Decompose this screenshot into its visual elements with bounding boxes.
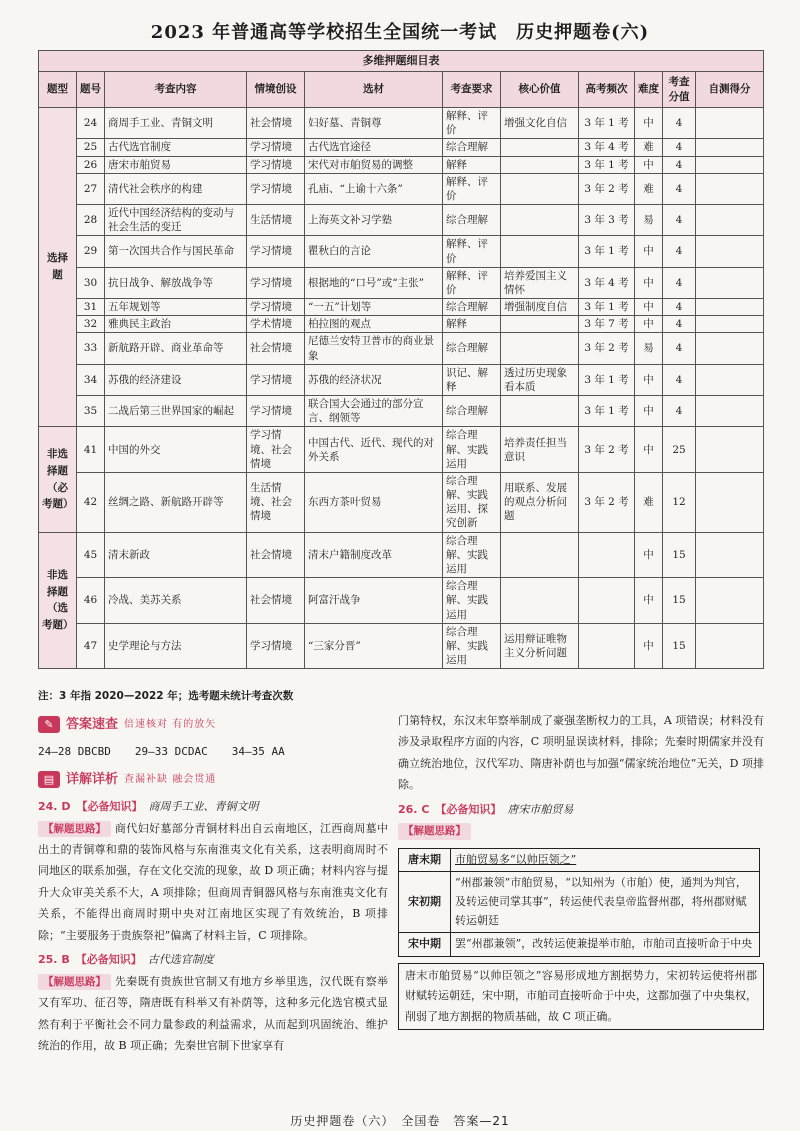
table-cell: 学习情境 — [247, 267, 305, 298]
table-cell: 3 年 1 考 — [579, 364, 635, 395]
table-cell — [579, 623, 635, 669]
table-cell: 3 年 1 考 — [579, 156, 635, 173]
table-cell: 解释、评价 — [443, 108, 501, 139]
table-cell — [579, 578, 635, 624]
table-cell: 增强文化自信 — [501, 108, 579, 139]
table-cell — [501, 396, 579, 427]
table-cell: 中 — [635, 108, 663, 139]
table-cell: 25 — [77, 139, 105, 156]
score-input-cell[interactable] — [696, 623, 764, 669]
table-cell: 4 — [663, 156, 696, 173]
table-cell: 苏俄的经济建设 — [105, 364, 247, 395]
table-cell: 史学理论与方法 — [105, 623, 247, 669]
table-row — [39, 316, 764, 333]
table-cell: 15 — [663, 532, 696, 578]
table-cell: 苏俄的经济状况 — [305, 364, 443, 395]
table-cell: 学习情境 — [247, 139, 305, 156]
table-row — [39, 427, 764, 473]
score-input-cell[interactable] — [696, 364, 764, 395]
table-cell: 社会情境 — [247, 532, 305, 578]
answer-group: 34—35 AA — [231, 745, 285, 759]
table-cell — [501, 532, 579, 578]
table-cell: 30 — [77, 267, 105, 298]
answer-group: 29—33 DCDAC — [134, 745, 208, 759]
table-cell: 中 — [635, 532, 663, 578]
table-row — [39, 364, 764, 395]
table-cell: 抗日战争、解放战争等 — [105, 267, 247, 298]
table-row — [39, 139, 764, 156]
table-cell: 学习情境 — [247, 299, 305, 316]
q24-tip-label: 【解题思路】 — [38, 821, 111, 838]
column-header: 题号 — [77, 72, 105, 108]
table-cell: 社会情境 — [247, 333, 305, 364]
score-input-cell[interactable] — [696, 236, 764, 267]
table-cell: 中 — [635, 316, 663, 333]
table-cell: 解释 — [443, 316, 501, 333]
table-cell: 27 — [77, 173, 105, 204]
page-footer: 历史押题卷（六） 全国卷 答案—21 — [290, 1114, 510, 1128]
table-cell: 增强制度自信 — [501, 299, 579, 316]
table-cell: 4 — [663, 333, 696, 364]
table-cell: 中 — [635, 156, 663, 173]
table-cell: 商周手工业、青铜文明 — [105, 108, 247, 139]
table-cell: 15 — [663, 623, 696, 669]
score-input-cell[interactable] — [696, 173, 764, 204]
table-row — [39, 396, 764, 427]
q25-knowledge-label: 【必备知识】 — [75, 953, 142, 967]
table-cell: 运用辩证唯物主义分析问题 — [501, 623, 579, 669]
q24-header — [38, 796, 388, 817]
table-cell: 3 年 2 考 — [579, 427, 635, 473]
table-cell: 冷战、美苏关系 — [105, 578, 247, 624]
table-cell: 中 — [635, 623, 663, 669]
quick-answer-header — [38, 712, 388, 737]
table-cell: 宋代对市舶贸易的调整 — [305, 156, 443, 173]
table-cell — [579, 532, 635, 578]
table-cell: 中 — [635, 299, 663, 316]
table-row — [39, 333, 764, 364]
table-cell: 难 — [635, 472, 663, 532]
table-cell: 学习情境 — [247, 623, 305, 669]
table-cell: 4 — [663, 236, 696, 267]
table-cell: 识记、解释 — [443, 364, 501, 395]
table-cell: 生活情境 — [247, 205, 305, 236]
table-cell: 4 — [663, 205, 696, 236]
table-cell: 清代社会秩序的构建 — [105, 173, 247, 204]
flow-row — [399, 933, 760, 957]
q24-topic: 商周手工业、青铜文明 — [148, 800, 259, 814]
table-cell: 综合理解、实践运用 — [443, 578, 501, 624]
table-cell: 28 — [77, 205, 105, 236]
table-cell: 社会情境 — [247, 578, 305, 624]
table-cell: 中 — [635, 236, 663, 267]
table-cell: 综合理解、实践运用 — [443, 427, 501, 473]
table-cell: 综合理解 — [443, 205, 501, 236]
page-title: 2023 年普通高等学校招生全国统一考试 历史押题卷(六) — [150, 22, 650, 43]
table-cell: 用联系、发展的观点分析问题 — [501, 472, 579, 532]
table-cell: 丝绸之路、新航路开辟等 — [105, 472, 247, 532]
table-cell: 阿富汗战争 — [305, 578, 443, 624]
q26-topic: 唐宋市舶贸易 — [507, 802, 574, 816]
score-input-cell[interactable] — [696, 108, 764, 139]
table-row — [39, 532, 764, 578]
table-cell — [501, 139, 579, 156]
category-cell: 非选择题（必考题） — [39, 427, 77, 532]
column-header: 考查要求 — [443, 72, 501, 108]
table-cell: 柏拉图的观点 — [305, 316, 443, 333]
score-input-cell[interactable] — [696, 396, 764, 427]
table-cell: 综合理解 — [443, 299, 501, 316]
q25-text: 先秦既有贵族世官制又有地方乡举里选，汉代既有察举又有军功、征召等，隋唐既有科举又有补荫等，这种多元化选官模式显然有利于平衡社会不同力量参政的利益需求，从而起到巩固统治、维护统治的作用，故 B 项正确；先秦世官制下世家享有 — [38, 974, 389, 1052]
flow-text: 市舶贸易多“以帅臣领之” — [451, 848, 760, 872]
table-cell: 学习情境 — [247, 364, 305, 395]
q26-header — [398, 799, 764, 820]
table-cell: 综合理解 — [443, 139, 501, 156]
table-cell: 解释、评价 — [443, 267, 501, 298]
table-cell: 3 年 2 考 — [579, 333, 635, 364]
flow-row — [399, 872, 760, 933]
q24-text: 商代妇好墓部分青铜材料出自云南地区，江西商周墓中出土的青铜尊和鼎的装饰风格与东南淮夷文化有关系，这表明商周时不同地区的联系加强，存在文化交流的现象，故 D 项正确；材料内容与提升大众审美关系不大，A 项排除；但商周青铜器风格与东南淮夷文化有关系，不能得出商周时期中央对江南地区实现了有效统治，B 项排除；“主要服务于贵族祭祀”偏离了材料主旨，C 项排除。 — [38, 821, 389, 942]
detail-tag: 查漏补缺 融会贯通 — [124, 773, 217, 785]
table-cell: 难 — [635, 173, 663, 204]
column-header: 核心价值 — [501, 72, 579, 108]
table-cell: 3 年 4 考 — [579, 139, 635, 156]
table-cell — [501, 236, 579, 267]
table-cell: “三家分晋” — [305, 623, 443, 669]
table-cell: 学习情境 — [247, 236, 305, 267]
table-cell: 透过历史现象看本质 — [501, 364, 579, 395]
score-input-cell[interactable] — [696, 427, 764, 473]
table-cell: 中 — [635, 267, 663, 298]
table-cell: 3 年 1 考 — [579, 299, 635, 316]
table-cell: 中国古代、近代、现代的对外关系 — [305, 427, 443, 473]
q24-number: 24. D — [38, 800, 71, 814]
table-cell: 孔庙、“上谕十六条” — [305, 173, 443, 204]
table-cell: 雅典民主政治 — [105, 316, 247, 333]
q26-summary: 唐末市舶贸易“以帅臣领之”容易形成地方割据势力，宋初转运使将州郡财赋转运朝廷，宋中期，市舶司直接听命于中央，这都加强了中央集权，削弱了地方割据的物质基础，故 C 项正确。 — [398, 963, 764, 1030]
table-cell: 3 年 1 考 — [579, 108, 635, 139]
table-cell: 根据地的“口号”或“主张” — [305, 267, 443, 298]
answer-list — [38, 741, 388, 762]
table-cell: 学习情境 — [247, 156, 305, 173]
flow-text: “州郡兼领”市舶贸易，“以知州为（市舶）使，通判为判官，及转运使司掌其事”，转运使代表皇帝监督州郡，将州郡财赋转运朝廷 — [451, 872, 760, 933]
table-cell: 联合国大会通过的部分宣言、纲领等 — [305, 396, 443, 427]
table-cell — [501, 316, 579, 333]
score-input-cell[interactable] — [696, 299, 764, 316]
table-cell: 33 — [77, 333, 105, 364]
table-cell: 25 — [663, 427, 696, 473]
exam-detail-table — [38, 50, 764, 669]
table-cell: 4 — [663, 396, 696, 427]
table-row — [39, 299, 764, 316]
table-cell: 培养责任担当意识 — [501, 427, 579, 473]
table-cell: 29 — [77, 236, 105, 267]
table-cell: 综合理解、实践运用 — [443, 623, 501, 669]
table-cell: 社会情境 — [247, 108, 305, 139]
q25-explanation — [38, 971, 388, 1057]
table-cell: 综合理解、实践运用 — [443, 532, 501, 578]
table-cell: 易 — [635, 205, 663, 236]
table-cell: 42 — [77, 472, 105, 532]
table-cell: 学习情境 — [247, 396, 305, 427]
column-header: 考查分值 — [663, 72, 696, 108]
table-cell: 学习情境、社会情境 — [247, 427, 305, 473]
table-cell: 中国的外交 — [105, 427, 247, 473]
table-cell: 解释 — [443, 156, 501, 173]
column-header: 自测得分 — [696, 72, 764, 108]
table-cell: 中 — [635, 427, 663, 473]
table-cell: 古代选官途径 — [305, 139, 443, 156]
category-cell: 选择题 — [39, 108, 77, 427]
table-cell — [501, 578, 579, 624]
column-header: 选材 — [305, 72, 443, 108]
table-cell: 二战后第三世界国家的崛起 — [105, 396, 247, 427]
category-cell: 非选择题（选考题） — [39, 532, 77, 669]
table-cell: 东西方茶叶贸易 — [305, 472, 443, 532]
flow-label: 唐末期 — [399, 848, 451, 872]
table-cell: 尼德兰安特卫普市的商业景象 — [305, 333, 443, 364]
table-cell: 4 — [663, 364, 696, 395]
table-cell: 生活情境、社会情境 — [247, 472, 305, 532]
table-cell: 4 — [663, 316, 696, 333]
table-cell: 3 年 7 考 — [579, 316, 635, 333]
q26-flow-table — [398, 848, 760, 957]
q24-knowledge-label: 【必备知识】 — [76, 800, 143, 814]
table-cell: 近代中国经济结构的变动与社会生活的变迁 — [105, 205, 247, 236]
table-cell: 解释、评价 — [443, 173, 501, 204]
table-cell: “一五”计划等 — [305, 299, 443, 316]
quick-answer-tag: 倍速核对 有的放矢 — [124, 718, 217, 730]
table-cell: 3 年 4 考 — [579, 267, 635, 298]
score-input-cell[interactable] — [696, 156, 764, 173]
table-cell: 综合理解、实践运用、探究创新 — [443, 472, 501, 532]
q25-number: 25. B — [38, 953, 70, 967]
q25-topic: 古代选官制度 — [147, 953, 214, 967]
score-input-cell[interactable] — [696, 578, 764, 624]
detail-header — [38, 767, 388, 792]
table-row — [39, 267, 764, 298]
table-cell: 学习情境 — [247, 173, 305, 204]
table-cell: 瞿秋白的言论 — [305, 236, 443, 267]
score-input-cell[interactable] — [696, 267, 764, 298]
flow-label: 宋初期 — [399, 872, 451, 933]
quick-answer-title: 答案速查 — [66, 717, 119, 732]
score-input-cell[interactable] — [696, 205, 764, 236]
table-cell: 26 — [77, 156, 105, 173]
table-cell: 难 — [635, 139, 663, 156]
table-note: 注：3 年指 2020—2022 年；选考题未统计考查次数 — [38, 690, 294, 702]
table-cell: 47 — [77, 623, 105, 669]
table-cell: 易 — [635, 333, 663, 364]
table-cell: 培养爱国主义情怀 — [501, 267, 579, 298]
table-caption: 多维押题细目表 — [39, 51, 764, 72]
table-cell: 新航路开辟、商业革命等 — [105, 333, 247, 364]
table-cell: 41 — [77, 427, 105, 473]
table-cell — [501, 156, 579, 173]
table-cell: 中 — [635, 396, 663, 427]
table-cell: 3 年 3 考 — [579, 205, 635, 236]
score-input-cell[interactable] — [696, 316, 764, 333]
table-cell: 综合理解 — [443, 333, 501, 364]
table-cell: 解释、评价 — [443, 236, 501, 267]
q26-knowledge-label: 【必备知识】 — [435, 802, 502, 816]
table-cell: 46 — [77, 578, 105, 624]
flow-text: 罢“州郡兼领”，改转运使兼提举市舶，市舶司直接听命于中央 — [451, 933, 760, 957]
column-header: 题型 — [39, 72, 77, 108]
table-cell: 清末户籍制度改革 — [305, 532, 443, 578]
table-row — [39, 108, 764, 139]
score-input-cell[interactable] — [696, 139, 764, 156]
table-row — [39, 472, 764, 532]
q25-header — [38, 949, 388, 970]
detail-title: 详解详析 — [66, 771, 119, 787]
table-cell: 31 — [77, 299, 105, 316]
left-column — [38, 710, 388, 1056]
table-cell: 4 — [663, 173, 696, 204]
column-header: 难度 — [635, 72, 663, 108]
table-cell: 中 — [635, 364, 663, 395]
table-row — [39, 623, 764, 669]
table-cell: 3 年 1 考 — [579, 236, 635, 267]
table-cell: 32 — [77, 316, 105, 333]
flow-label: 宋中期 — [399, 933, 451, 957]
table-cell: 中 — [635, 578, 663, 624]
table-cell: 4 — [663, 108, 696, 139]
table-cell: 12 — [663, 472, 696, 532]
q24-explanation — [38, 818, 388, 947]
book-icon: ▤ — [38, 771, 60, 788]
column-header: 情境创设 — [247, 72, 305, 108]
table-cell: 24 — [77, 108, 105, 139]
q25-tip-label: 【解题思路】 — [38, 974, 111, 991]
table-cell: 35 — [77, 396, 105, 427]
table-cell: 15 — [663, 578, 696, 624]
table-cell: 34 — [77, 364, 105, 395]
table-cell: 4 — [663, 139, 696, 156]
table-cell: 清末新政 — [105, 532, 247, 578]
q26-tip-label: 【解题思路】 — [398, 823, 471, 840]
score-input-cell[interactable] — [696, 532, 764, 578]
table-row — [39, 156, 764, 173]
table-cell — [501, 333, 579, 364]
table-cell: 4 — [663, 299, 696, 316]
table-row — [39, 173, 764, 204]
right-column — [398, 710, 764, 1030]
table-cell: 学术情境 — [247, 316, 305, 333]
table-cell: 综合理解 — [443, 396, 501, 427]
table-cell: 唐宋市舶贸易 — [105, 156, 247, 173]
score-input-cell[interactable] — [696, 333, 764, 364]
table-cell: 第一次国共合作与国民革命 — [105, 236, 247, 267]
q25-explanation-cont: 门第特权，东汉末年察举制成了豪强垄断权力的工具，A 项错误；材料没有涉及录取程序方面的内容，C 项明显误读材料，排除；先秦时期儒家并没有确立统治地位，汉代军功、隋唐补荫也与加强“儒家统治地位”无关，D 项排除。 — [398, 714, 764, 792]
table-cell: 五年规划等 — [105, 299, 247, 316]
table-cell: 上海英文补习学塾 — [305, 205, 443, 236]
column-header: 考查内容 — [105, 72, 247, 108]
table-header-row — [39, 72, 764, 108]
answer-group: 24—28 DBCBD — [38, 745, 111, 759]
table-cell: 3 年 2 考 — [579, 173, 635, 204]
table-cell — [501, 205, 579, 236]
table-cell: 4 — [663, 267, 696, 298]
search-icon: ✎ — [38, 716, 60, 733]
table-cell: 古代选官制度 — [105, 139, 247, 156]
table-row — [39, 236, 764, 267]
table-cell: 妇好墓、青铜尊 — [305, 108, 443, 139]
table-row — [39, 205, 764, 236]
flow-row — [399, 848, 760, 872]
q26-number: 26. C — [398, 802, 430, 816]
table-cell: 3 年 2 考 — [579, 472, 635, 532]
table-cell: 45 — [77, 532, 105, 578]
score-input-cell[interactable] — [696, 472, 764, 532]
table-row — [39, 578, 764, 624]
table-cell: 3 年 1 考 — [579, 396, 635, 427]
column-header: 高考频次 — [579, 72, 635, 108]
table-cell — [501, 173, 579, 204]
